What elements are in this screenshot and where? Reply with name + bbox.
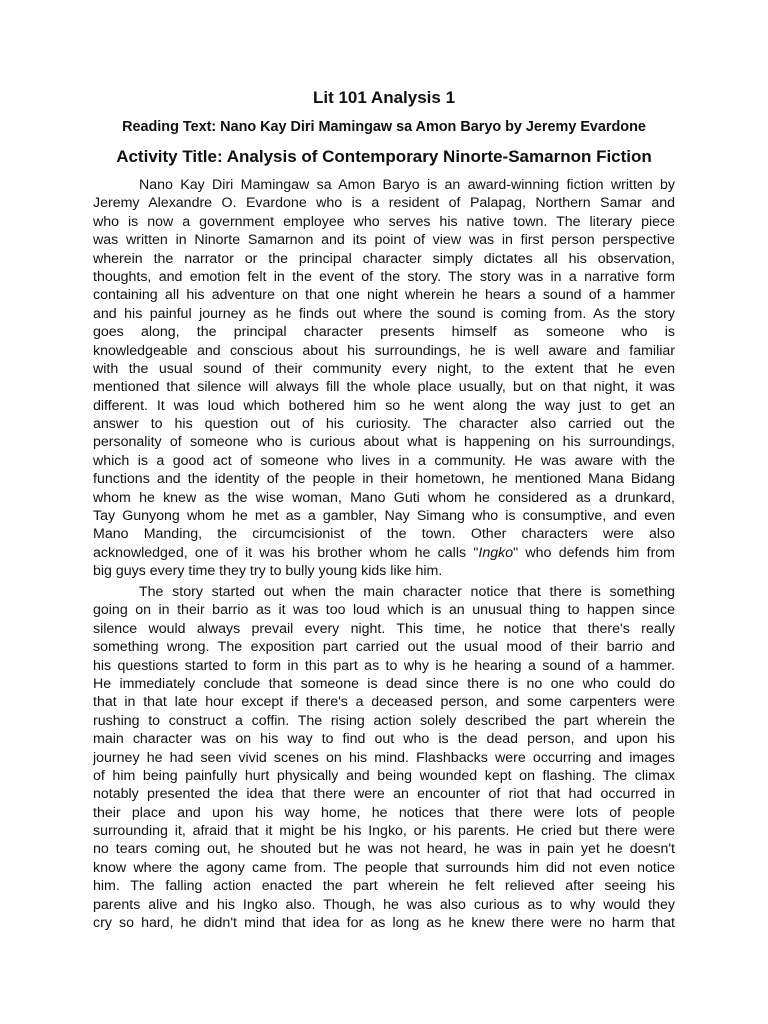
paragraph-line: different. It was loud which bothered him so he went along the way just to get an bbox=[93, 397, 675, 414]
paragraph-line: who is now a government employee who serves his native town. The literary piece bbox=[93, 213, 675, 230]
paragraph-line: cry so hard, he didn't mind that idea for as long as he knew there were no harm that bbox=[93, 915, 675, 932]
paragraph-line: big guys every time they try to bully young kids like him. bbox=[93, 563, 443, 580]
paragraph-line: Nano Kay Diri Mamingaw sa Amon Baryo is an award-winning fiction written by bbox=[139, 177, 675, 193]
ingko-line-after: " who defends him from bbox=[513, 544, 675, 561]
paragraph-line: wherein the narrator or the principal character simply dictates all his observation, bbox=[93, 250, 675, 267]
paragraph-line: surrounding it, afraid that it might be his Ingko, or his parents. He cried but there were bbox=[93, 823, 675, 840]
paragraph-line: going on in their barrio as it was too loud which is an unusual thing to happen since bbox=[93, 602, 675, 619]
paragraph-2 bbox=[93, 583, 675, 932]
paragraph-line: notably presented the idea that there were an encounter of riot that had occurred in bbox=[93, 786, 675, 803]
paragraph-line: no tears coming out, he shouted but he was not heard, he was in pain yet he doesn't bbox=[93, 841, 675, 858]
paragraph-line: with the usual sound of their community every night, to the extent that he even bbox=[93, 360, 675, 377]
paragraph-line: of him being painfully hurt physically and being wounded kept on flashing. The climax bbox=[93, 767, 675, 784]
paragraph-line: was written in Ninorte Samarnon and its point of view was in first person perspective bbox=[93, 232, 675, 249]
paragraph-line: functions and the identity of the people in their hometown, he mentioned Mana Bidang bbox=[93, 471, 675, 488]
paragraph-line: mentioned that silence will always fill the whole place usually, but on that night, it was bbox=[93, 379, 675, 396]
paragraph-line: which is a good act of someone who lives in a community. He was aware with the bbox=[93, 452, 675, 469]
paragraph-line: goes along, the principal character presents himself as someone who is bbox=[93, 324, 675, 341]
paragraph-line: The story started out when the main character notice that there is something bbox=[139, 584, 675, 600]
paragraph-1 bbox=[93, 176, 675, 581]
paragraph-line: whom he knew as the wise woman, Mano Guti whom he considered as a drunkard, bbox=[93, 489, 675, 506]
paragraph-line: knowledgeable and conscious about his surroundings, he is well aware and familiar bbox=[93, 342, 675, 359]
paragraph-line: their place and upon his way home, he notices that there were lots of people bbox=[93, 804, 675, 821]
paragraph-line: Mano Manding, the circumcisionist of the town. Other characters were also bbox=[93, 526, 675, 543]
paragraph-line: thoughts, and emotion felt in the event of the story. The story was in a narrative form bbox=[93, 268, 675, 285]
paragraph-line: He immediately conclude that someone is dead since there is no one who could do bbox=[93, 675, 675, 692]
paragraph-line: Tay Gunyong whom he met as a gambler, Nay Simang who is consumptive, and even bbox=[93, 508, 675, 525]
paragraph-line: rushing to construct a coffin. The rising action solely described the part wherein the bbox=[93, 712, 675, 729]
reading-text-heading: Reading Text: Nano Kay Diri Mamingaw sa Amon Baryo by Jeremy Evardone bbox=[122, 119, 646, 135]
paragraph-line-ingko bbox=[93, 544, 675, 562]
paragraph-line: answer to his question out of his curiosity. The character also carried out the bbox=[93, 416, 675, 433]
paragraph-line: him. The falling action enacted the part wherein he felt relieved after seeing his bbox=[93, 878, 675, 895]
paragraph-line: parents alive and his Ingko also. Though, he was also curious as to why would they bbox=[93, 896, 675, 913]
paragraph-line: containing all his adventure on that one night wherein he hears a sound of a hammer bbox=[93, 287, 675, 304]
paragraph-line: and his painful journey as he finds out where the sound is coming from. As the story bbox=[93, 305, 675, 322]
paragraph-line: personality of someone who is curious about what is happening on his surroundings, bbox=[93, 434, 675, 451]
paragraph-line: know where the agony came from. The people that surrounds him did not even notice bbox=[93, 859, 675, 876]
document-title: Lit 101 Analysis 1 bbox=[312, 88, 456, 107]
paragraph-line: journey he had seen vivid scenes on his mind. Flashbacks were occurring and images bbox=[93, 749, 675, 766]
paragraph-line: something wrong. The exposition part carried out the usual mood of their barrio and bbox=[93, 639, 675, 656]
paragraph-line: silence would always prevail every night. This time, he notice that there's really bbox=[93, 620, 675, 637]
paragraph-line: main character was on his way to find out who is the dead person, and upon his bbox=[93, 731, 675, 748]
ingko-emphasis: Ingko bbox=[478, 544, 514, 561]
ingko-line-before: acknowledged, one of it was his brother whom he calls " bbox=[93, 544, 479, 561]
paragraph-line: Jeremy Alexandre O. Evardone who is a resident of Palapag, Northern Samar and bbox=[93, 195, 675, 212]
paragraph-line: that in that late hour except if there's a deceased person, and some carpenters were bbox=[93, 694, 675, 711]
activity-title-heading: Activity Title: Analysis of Contemporary Ninorte-Samarnon Fiction bbox=[116, 147, 652, 166]
paragraph-line: his questions started to form in this part as to why is he hearing a sound of a hammer. bbox=[93, 657, 675, 674]
